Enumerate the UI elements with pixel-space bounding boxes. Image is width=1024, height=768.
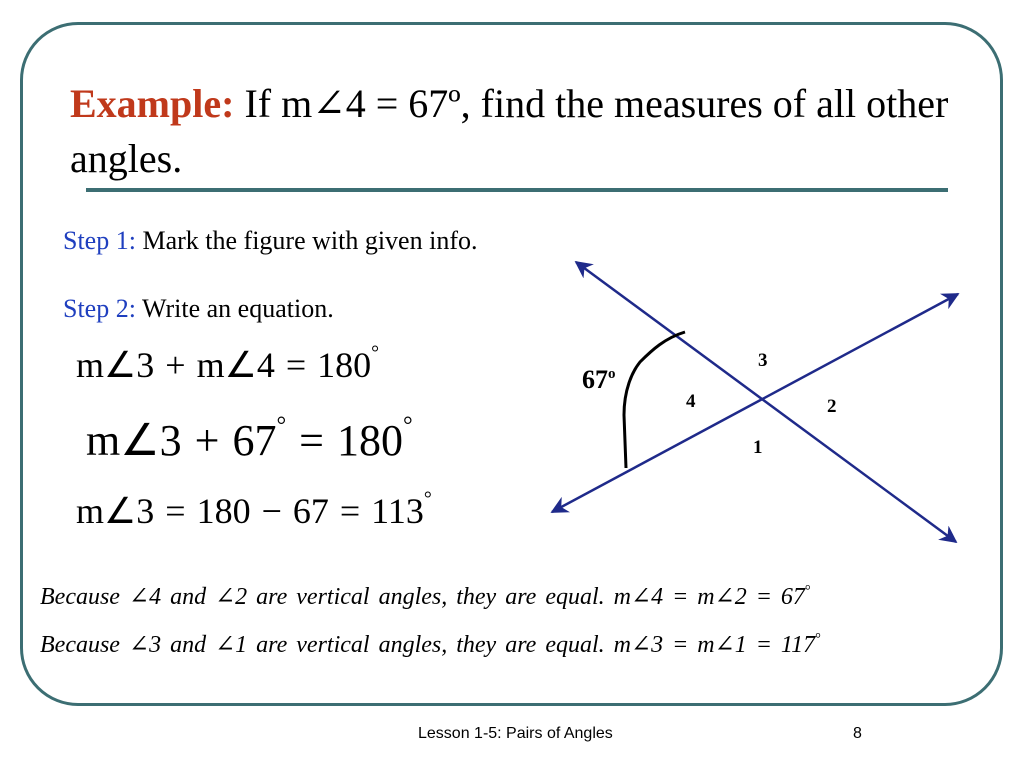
angle-label-3: 3 — [758, 350, 768, 371]
equation-3 — [76, 488, 432, 532]
intersecting-lines-figure — [540, 250, 970, 550]
degree-symbol: ° — [403, 412, 413, 439]
explanation-line-2 — [40, 630, 821, 659]
equation-1-text: m∠3 + m∠4 = 180 — [76, 344, 372, 385]
angle-arc — [624, 332, 685, 468]
angle-label-4: 4 — [686, 391, 696, 412]
equation-3-text: m∠3 = 180 − 67 = 113 — [76, 490, 424, 531]
step-1-label: Step 1: — [63, 226, 136, 255]
step-2 — [63, 294, 334, 324]
equation-2-text: m∠3 + 67 — [86, 415, 277, 465]
title-lead: Example: — [70, 81, 235, 126]
angle-label-1: 1 — [753, 437, 763, 458]
step-2-text: Write an equation. — [135, 294, 334, 323]
explanation-2-text: Because ∠3 and ∠1 are vertical angles, they are equal. m∠3 = m∠1 = 117 — [40, 632, 816, 658]
title-text: If m∠4 = 67º, find the measures of all other angles. — [70, 81, 949, 181]
line-2 — [552, 294, 958, 512]
step-1 — [63, 226, 477, 256]
footer-lesson-title: Lesson 1-5: Pairs of Angles — [418, 725, 613, 742]
degree-symbol: ° — [276, 412, 287, 439]
slide-title — [70, 76, 950, 186]
degree-symbol: ° — [371, 342, 380, 364]
given-angle-label: 67$^o$ — [582, 365, 616, 394]
step-1-text: Mark the figure with given info. — [135, 226, 478, 255]
degree-symbol: ° — [804, 583, 811, 599]
angle-label-2: 2 — [827, 396, 837, 417]
equation-1 — [76, 342, 379, 386]
step-2-label: Step 2: — [63, 294, 136, 323]
page-number: 8 — [853, 725, 862, 742]
explanation-line-1 — [40, 582, 811, 611]
explanation-1-text: Because ∠4 and ∠2 are vertical angles, they are equal. m∠4 = m∠2 = 67 — [40, 584, 805, 610]
title-divider — [86, 188, 948, 192]
line-1 — [576, 262, 956, 542]
equation-2 — [86, 412, 413, 466]
degree-symbol: ° — [815, 631, 821, 647]
equation-2-rest: = 180 — [286, 415, 403, 465]
degree-symbol: ° — [423, 488, 432, 510]
